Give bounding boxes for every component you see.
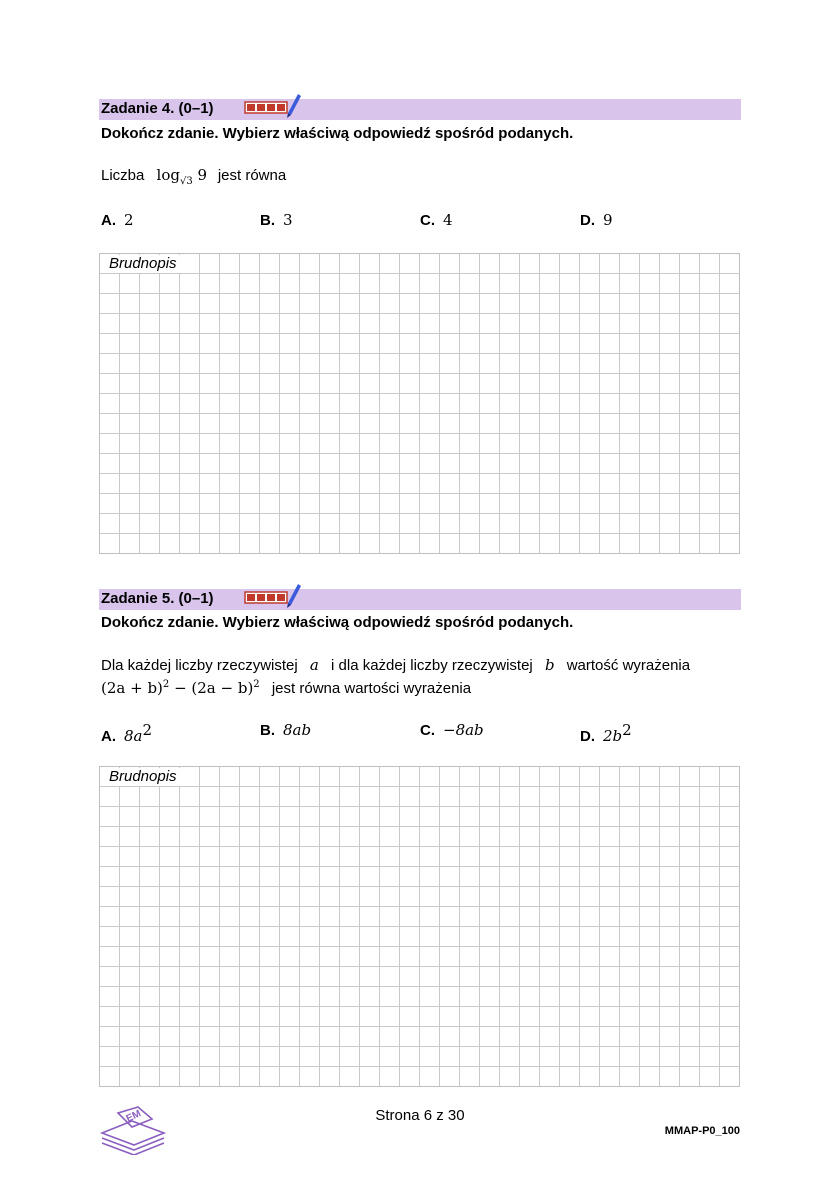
task-4-option-c[interactable]: C. 4	[420, 211, 453, 229]
var-a: a	[309, 656, 319, 674]
scratch-label: Brudnopis	[101, 255, 183, 273]
task-4-header	[99, 99, 741, 120]
expression: $(2a + b)^2 - (2a - b)^2$	[101, 679, 260, 697]
task-5-header	[99, 589, 741, 610]
task-4-option-d[interactable]: D. 9	[580, 211, 613, 229]
log-symbol: log	[156, 166, 180, 184]
task-4-title: Zadanie 4. (0–1)	[101, 100, 214, 117]
task-5-options	[101, 721, 741, 743]
task-4-option-a[interactable]: A. 2	[101, 211, 134, 229]
log-base: √3	[179, 176, 193, 187]
task-5-option-b[interactable]: B. 8ab	[260, 721, 312, 739]
pen-icon	[287, 584, 301, 608]
svg-text:EM: EM	[124, 1108, 143, 1125]
stem-prefix: Liczba	[101, 167, 145, 184]
scratch-label: Brudnopis	[101, 768, 183, 786]
task-4-options	[101, 211, 741, 233]
task-4-instruction: Dokończ zdanie. Wybierz właściwą odpowiedź spośród podanych.	[101, 125, 574, 142]
stem-suffix: jest równa	[217, 167, 287, 184]
task-5-scratch-grid[interactable]	[99, 766, 740, 1087]
task-5-stem-line2: $(2a + b)^2 - (2a - b)^2$ jest równa wartości wyrażenia	[101, 679, 472, 697]
page-number: Strona 6 z 30	[375, 1107, 465, 1124]
answer-boxes-icon	[244, 581, 302, 616]
log-argument: 9	[197, 166, 208, 184]
var-b: b	[544, 656, 555, 674]
task-5-instruction: Dokończ zdanie. Wybierz właściwą odpowiedź spośród podanych.	[101, 614, 574, 631]
task-5-option-c[interactable]: C. −8ab	[420, 721, 484, 739]
task-5-option-a[interactable]: A. $8a^2$	[101, 721, 153, 745]
task-4-scratch-grid[interactable]	[99, 253, 740, 554]
document-code: MMAP-P0_100	[664, 1125, 740, 1137]
task-5-option-d[interactable]: D. $2b^2$	[580, 721, 632, 745]
task-5-title: Zadanie 5. (0–1)	[101, 590, 214, 607]
task-4-stem	[101, 166, 286, 187]
task-4-option-b[interactable]: B. 3	[260, 211, 293, 229]
task-5-stem-line1: Dla każdej liczby rzeczywistej a i dla każdej liczby rzeczywistej b wartość wyrażenia	[101, 656, 691, 674]
answer-boxes-icon	[244, 91, 302, 126]
pen-icon	[287, 94, 301, 118]
